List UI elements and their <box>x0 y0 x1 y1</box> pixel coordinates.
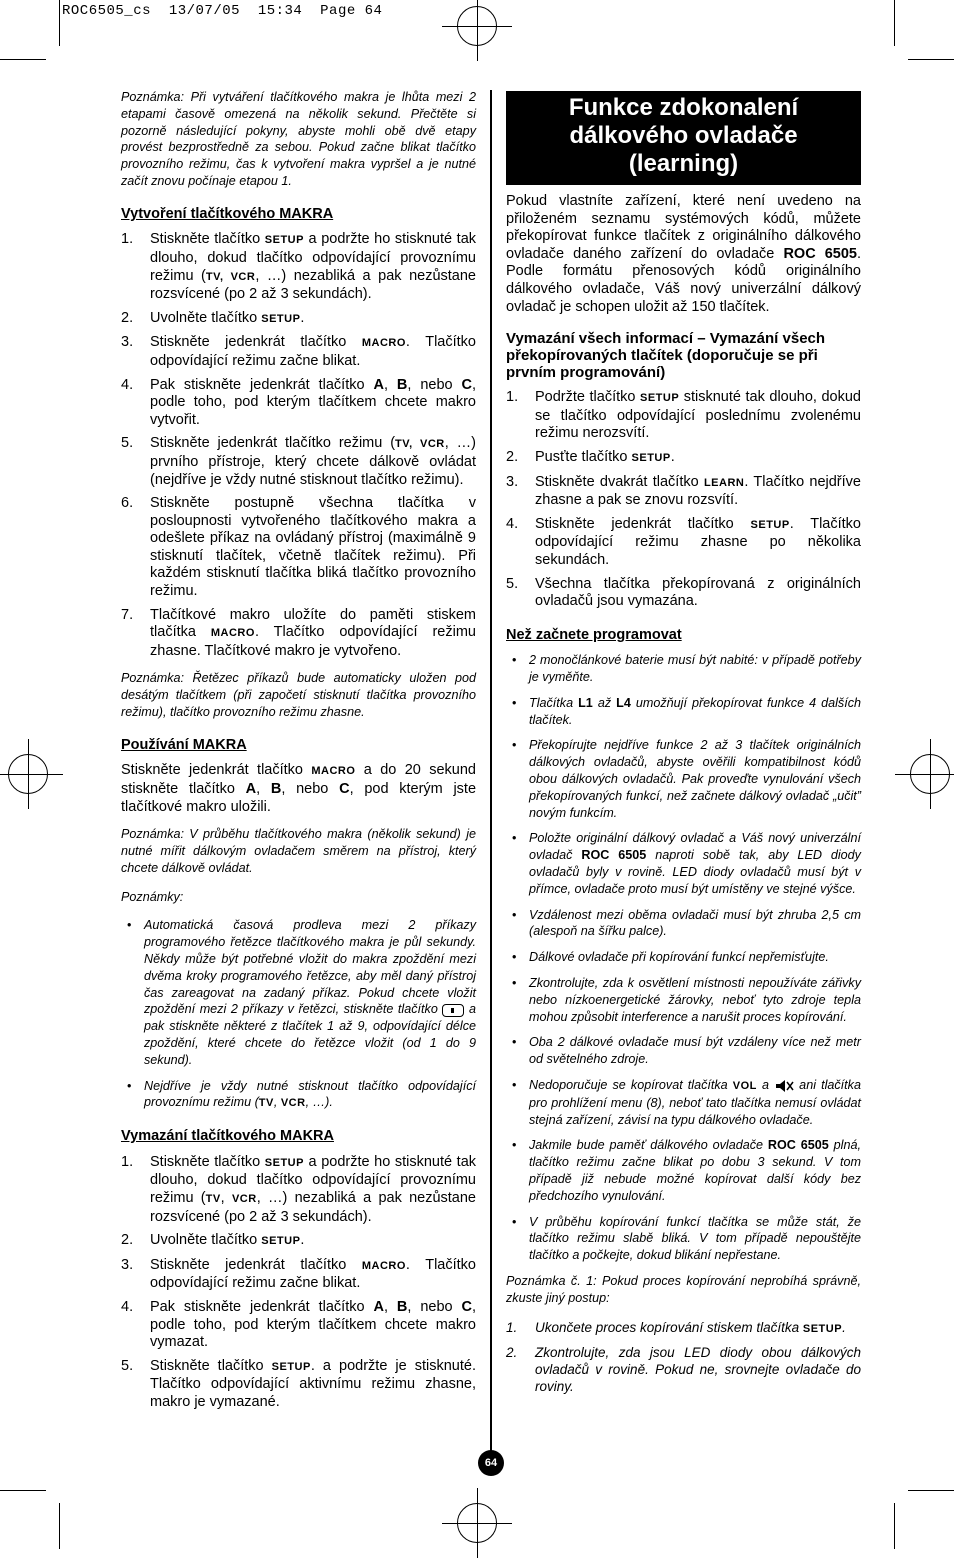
notes-label: Poznámky: <box>121 889 184 904</box>
step-item: 4. Stiskněte jedenkrát tlačítko SETUP. Tlačítko odpovídající režimu zhasne po několika sekundách. <box>506 515 861 568</box>
note-bullet: • Automatická časová prodleva mezi 2 příkazy programového řetězce tlačítkového makra je půl sekundy. Někdy může být potřebné vložit do makra zpoždění mezi dvěma kroky programového řetězce, aby měl daný přístroj čas zareagovat na zadaný příkaz. Pokud chcete vložit zpoždění mezi 2 příkazy v řetězci, stiskněte tlačítko a pak stiskněte některé z tlačítek 1 až 9, odpovídající délce zpoždění, které chcete do řetězce vložit (od 1 do 9 sekund). <box>127 918 476 1067</box>
troubleshoot-note: Poznámka č. 1: Pokud proces kopírování neprobíhá správně, zkuste jiný postup: <box>506 1273 861 1305</box>
note-bullet: • V průběhu kopírování funkcí tlačítka se může stát, že tlačítko režimu slabě bliká. V tom případě nepouštějte tlačítko a počkejte, dokud blikání nepřestane. <box>512 1214 861 1263</box>
note-bullet: • Zkontrolujte, zda k osvětlení místnosti nepoužíváte zářivky nebo nízkoenergetické žárovky, neboť tyto zdroje tepla mohou způsobit interference a narušit proces kopírování. <box>512 976 861 1024</box>
chain-note: Poznámka: Řetězec příkazů bude automaticky uložen pod desátým tlačítkem (při započetí stisknutí tlačítka provozního režimu), tlačítko provozního režimu zhasne. <box>121 671 476 720</box>
create-macro-steps <box>121 231 476 660</box>
step-item: 3. Stiskněte dvakrát tlačítko LEARN. Tlačítko nejdříve zhasne a pak se znovu rozsvítí. <box>506 473 861 509</box>
crop-mark <box>0 1490 46 1491</box>
step-item: 5. Stiskněte tlačítko SETUP. a podržte je stisknuté. Tlačítko odpovídající aktivnímu režimu zhasne, makro je vymazané. <box>121 1357 476 1410</box>
registration-mark <box>457 1503 497 1543</box>
delete-macro-steps <box>121 1154 476 1412</box>
crop-mark <box>908 1490 954 1491</box>
step-item: 4. Pak stiskněte jedenkrát tlačítko A, B, nebo C, podle toho, pod kterým tlačítkem chcete makro vymazat. <box>121 1298 477 1351</box>
step-item: 3. Stiskněte jedenkrát tlačítko MACRO. Tlačítko odpovídající režimu začne blikat. <box>121 1256 476 1292</box>
note-bullet: • Dálkové ovladače při kopírování funkcí nepřemisťujte. <box>512 950 829 965</box>
step-item: 2. Zkontrolujte, zda jsou LED diody obou dálkových ovladačů v rovině. Pokud ne, srovnejte ovladače do roviny. <box>506 1344 861 1395</box>
step-item: 5. Všechna tlačítka překopírovaná z originálních ovladačů jsou vymazána. <box>506 575 861 610</box>
print-slug: ROC6505_cs 13/07/05 15:34 Page 64 <box>62 3 383 19</box>
use-macro-heading: Používání MAKRA <box>121 736 247 753</box>
note-bullet: • Položte originální dálkový ovladač a Váš nový univerzální ovladač ROC 6505 naproti sobě tak, aby LED diody ovladačů byly v rovině. LED diody ovladačů musí být v přímce, ovladače proto musí být umístěny ve stejné výšce. <box>512 831 861 896</box>
step-item: 3. Stiskněte jedenkrát tlačítko MACRO. Tlačítko odpovídající režimu začne blikat. <box>121 334 476 369</box>
registration-mark <box>8 754 48 794</box>
step-item: 1. Stiskněte tlačítko SETUP a podržte ho stisknuté tak dlouho, dokud tlačítko odpovídající provoznímu režimu (TV, VCR, …) nezabliká a pak nezůstane rozsvícené (po 2 až 3 sekundách). <box>121 1153 477 1225</box>
step-item: 5. Stiskněte jedenkrát tlačítko režimu (TV, VCR, …) prvního přístroje, který chcete dálkově ovládat (nejdříve je vždy nutné stisknout tlačítko režimu). <box>121 435 476 488</box>
before-programming-heading: Než začnete programovat <box>506 626 682 643</box>
clear-all-steps <box>506 389 861 611</box>
crop-mark <box>59 1503 60 1549</box>
note-bullet: • Překopírujte nejdříve funkce 2 až 3 tlačítek originálních dálkových ovladačů, abyste ověřili kompatibilnost kódů obou dálkových ovladačů. Pak proveďte vynulování všech překopírovaných funkcí, než začnete dálkový ovladač „učit” novým funkcím. <box>512 738 861 820</box>
note-bullet: • Tlačítka L1 až L4 umožňují překopírovat funkce 4 dalších tlačítek. <box>512 695 861 727</box>
crop-mark <box>0 59 46 60</box>
note-bullet: • Jakmile bude paměť dálkového ovladače ROC 6505 plná, tlačítko režimu začne blikat po dobu 3 sekund. V tom případě již nebude možné kopírovat další kódy bez předchozího vynulování. <box>512 1138 861 1203</box>
note-bullet: • Nedoporučuje se kopírovat tlačítka VOL a ani tlačítka pro prohlížení menu (8), neboť tato tlačítka nemusí ovládat stejná zařízení, závisí na typu dálkového ovladače. <box>512 1078 861 1127</box>
step-item: 4. Pak stiskněte jedenkrát tlačítko A, B, nebo C, podle toho, pod kterým tlačítkem chcete makro vytvořit. <box>121 376 477 428</box>
mute-icon <box>774 1080 794 1092</box>
step-item: 7. Tlačítkové makro uložíte do paměti stiskem tlačítka MACRO. Tlačítko odpovídající režimu zhasne. Tlačítkové makro je vytvořeno. <box>121 606 476 659</box>
step-item: 1. Podržte tlačítko SETUP stisknuté tak dlouho, dokud se tlačítko odpovídající poslednímu zvolenému režimu nerozsvítí. <box>506 389 861 442</box>
column-divider <box>490 90 492 1452</box>
note-bullet: • 2 monočlánkové baterie musí být nabité: v případě potřeby je vyměňte. <box>512 653 861 685</box>
aim-note: Poznámka: V průběhu tlačítkového makra (několik sekund) je nutné mířit dálkovým ovladačem směrem na přístroj, který chcete dálkově ovládat. <box>121 827 476 875</box>
before-programming-list <box>506 652 861 1264</box>
step-item: 2. Uvolněte tlačítko SETUP. <box>121 1232 305 1249</box>
intro-text: Pokud vlastníte zařízení, které není uvedeno na přiloženém seznamu systémových kódů, můžete překopírovat funkce tlačítek z originálního dálkového ovladače daného zařízení do ovladače ROC 6505. Podle formátu přenosových kódů originálního dálkového ovladače, Váš nový univerzální dálkový ovladač je schopen uložit až 150 tlačítek. <box>506 193 861 315</box>
crop-mark <box>59 0 60 46</box>
step-item: 2. Uvolněte tlačítko SETUP. <box>121 309 305 326</box>
crop-mark <box>894 0 895 46</box>
section-title: Funkce zdokonalení dálkového ovladače (learning) <box>506 91 861 185</box>
step-item: 6. Stiskněte postupně všechna tlačítka v posloupnosti vytvořeného tlačítkového makra a odešlete příkaz na ovládaný přístroj (maximálně 9 stisknutí tlačítek, včetně tlačítek režimu). Při každém stisknutí tlačítka bliká tlačítko provozního režimu. <box>121 495 476 600</box>
note-bullet: • Nejdříve je vždy nutné stisknout tlačítko odpovídající provoznímu režimu (TV, VCR, …). <box>127 1078 476 1110</box>
registration-mark <box>457 6 497 46</box>
delete-macro-heading: Vymazání tlačítkového MAKRA <box>121 1128 334 1145</box>
page-number: 64 <box>478 1450 504 1476</box>
registration-mark <box>910 754 950 794</box>
crop-mark <box>908 59 954 60</box>
crop-mark <box>894 1503 895 1549</box>
left-column <box>121 89 476 1421</box>
create-macro-heading: Vytvoření tlačítkového MAKRA <box>121 205 334 222</box>
right-column <box>506 91 861 1405</box>
step-item: 1. Stiskněte tlačítko SETUP a podržte ho stisknuté tak dlouho, dokud tlačítko odpovídající provoznímu režimu (TV, VCR, …) nezabliká a pak nezůstane rozsvícené (po 2 až 3 sekundách). <box>121 231 477 303</box>
troubleshoot-steps <box>506 1319 861 1396</box>
note-bullet: • Oba 2 dálkové ovladače musí být vzdáleny více než metr od světelného zdroje. <box>512 1035 861 1067</box>
step-item: 1. Ukončete proces kopírování stiskem tlačítka SETUP. <box>506 1319 846 1335</box>
notes-list <box>121 917 476 1112</box>
use-macro-text: Stiskněte jedenkrát tlačítko MACRO a do 20 sekund stiskněte tlačítko A, B, nebo C, pod kterým jste tlačítkové makro uložili. <box>121 762 477 815</box>
step-item: 2. Pusťte tlačítko SETUP. <box>506 448 675 465</box>
note-bullet: • Vzdálenost mezi oběma ovladači musí být zhruba 2,5 cm (alespoň na šířku palce). <box>512 907 861 939</box>
pause-button-icon <box>442 1004 464 1017</box>
timing-note: Poznámka: Při vytváření tlačítkového makra je lhůta mezi 2 etapami časově omezená na několik sekund. Přečtěte si pozorně následující pokyny, abyste mohli obě dvě etapy provést bezprostředně za sebou. Pokud začne blikat tlačítko provozního režimu, čas k vytvoření makra vypršel a je nutné začít znovu počínaje etapou 1. <box>121 90 476 188</box>
clear-all-heading: Vymazání všech informací – Vymazání všech překopírovaných tlačítek (doporučuje se při prvním programování) <box>506 330 826 382</box>
